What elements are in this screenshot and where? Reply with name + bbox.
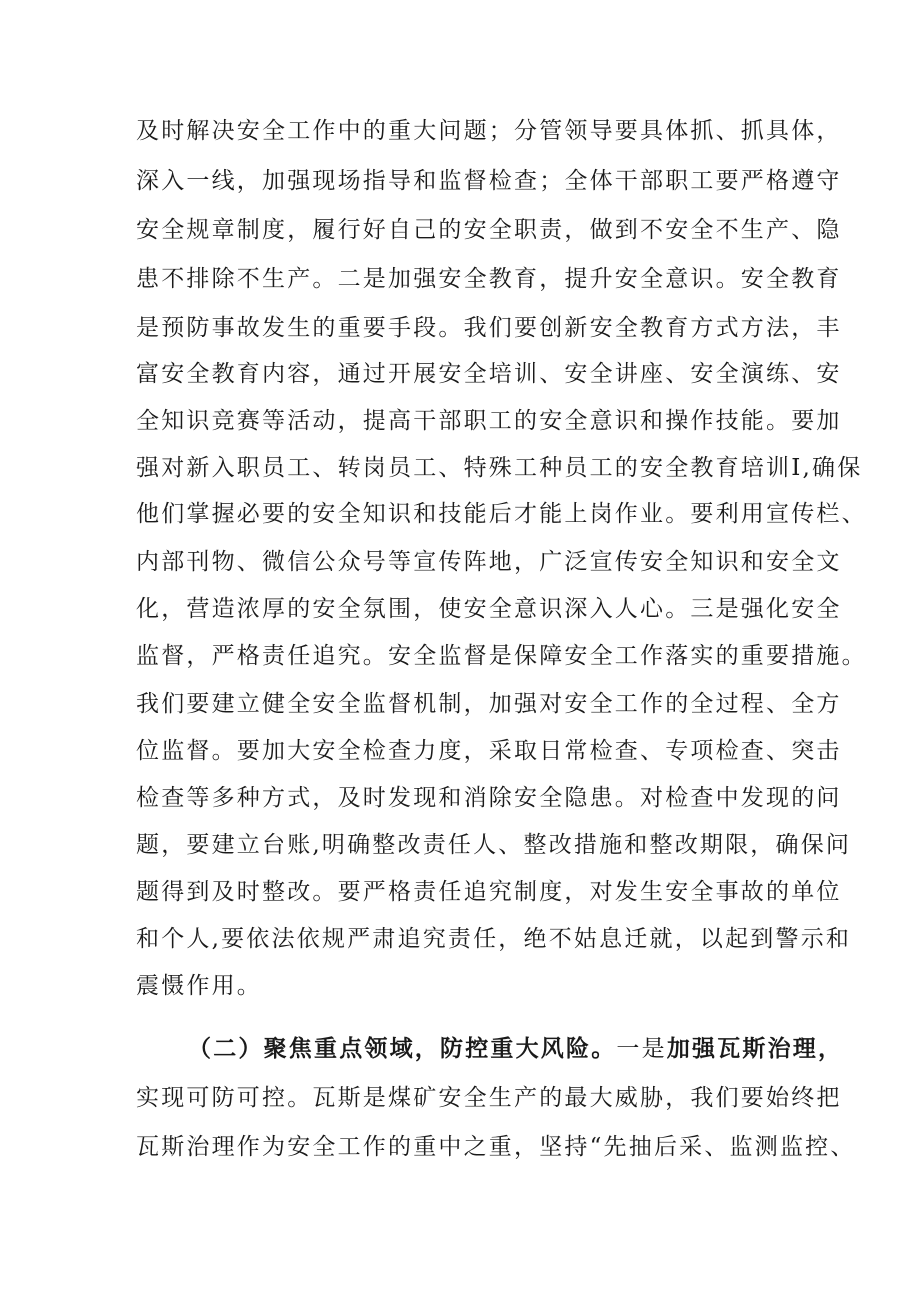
body-text-line: 是预防事故发生的重要手段。我们要创新安全教育方式方法，丰: [136, 315, 842, 341]
heading-tail-plain: 一是: [616, 1036, 667, 1062]
body-text-line: 患不排除不生产。二是加强安全教育，提升安全意识。安全教育: [136, 266, 842, 292]
body-text-line: 实现可防可控。瓦斯是煤矿安全生产的最大威胁，我们要始终把: [136, 1085, 842, 1111]
body-text-line: 震慑作用。: [136, 973, 262, 999]
body-text-line: 内部刊物、微信公众号等宣传阵地，广泛宣传安全知识和安全文: [136, 549, 842, 575]
section-heading: （二）聚焦重点领域，防控重大风险。: [188, 1035, 617, 1062]
body-text-line: 题，要建立台账,明确整改责任人、整改措施和整改期限，确保问: [136, 832, 852, 858]
body-text-line: 题得到及时整改。要严格责任追究制度，对发生安全事故的单位: [136, 879, 842, 905]
body-text-line: 位监督。要加大安全检查力度，采取日常检查、专项检查、突击: [136, 738, 842, 764]
body-text-line: 安全规章制度，履行好自己的安全职责，做到不安全不生产、隐: [136, 217, 842, 243]
section-heading-line: [136, 1033, 844, 1065]
body-text-line: 强对新入职员工、转岗员工、特殊工种员工的安全教育培训I,确保: [136, 455, 863, 481]
body-text-line: 和个人,要依法依规严肃追究责任，绝不姑息迁就，以起到警示和: [136, 926, 852, 952]
heading-tail-bold: 加强瓦斯治理，: [666, 1035, 844, 1062]
body-text-line: 检查等多种方式，及时发现和消除安全隐患。对检查中发现的问: [136, 785, 842, 811]
body-text-line: 化，营造浓厚的安全氛围，使安全意识深入人心。三是强化安全: [136, 596, 842, 622]
body-text-line: 监督，严格责任追究。安全监督是保障安全工作落实的重要措施。: [136, 643, 867, 669]
body-text-line: 深入一线，加强现场指导和监督检查；全体干部职工要严格遵守: [136, 168, 842, 194]
body-text-line: 我们要建立健全安全监督机制，加强对安全工作的全过程、全方: [136, 691, 842, 717]
body-text-line: 他们掌握必要的安全知识和技能后才能上岗作业。要利用宣传栏、: [136, 501, 867, 527]
body-text-line: 富安全教育内容，通过开展安全培训、安全讲座、安全演练、安: [136, 361, 842, 387]
body-text-line: 及时解决安全工作中的重大问题；分管领导要具体抓、抓具体，: [136, 118, 842, 144]
body-text-line: 瓦斯治理作为安全工作的重中之重，坚持“先抽后采、监测监控、: [136, 1134, 856, 1160]
body-text-line: 全知识竞赛等活动，提高干部职工的安全意识和操作技能。要加: [136, 408, 842, 434]
